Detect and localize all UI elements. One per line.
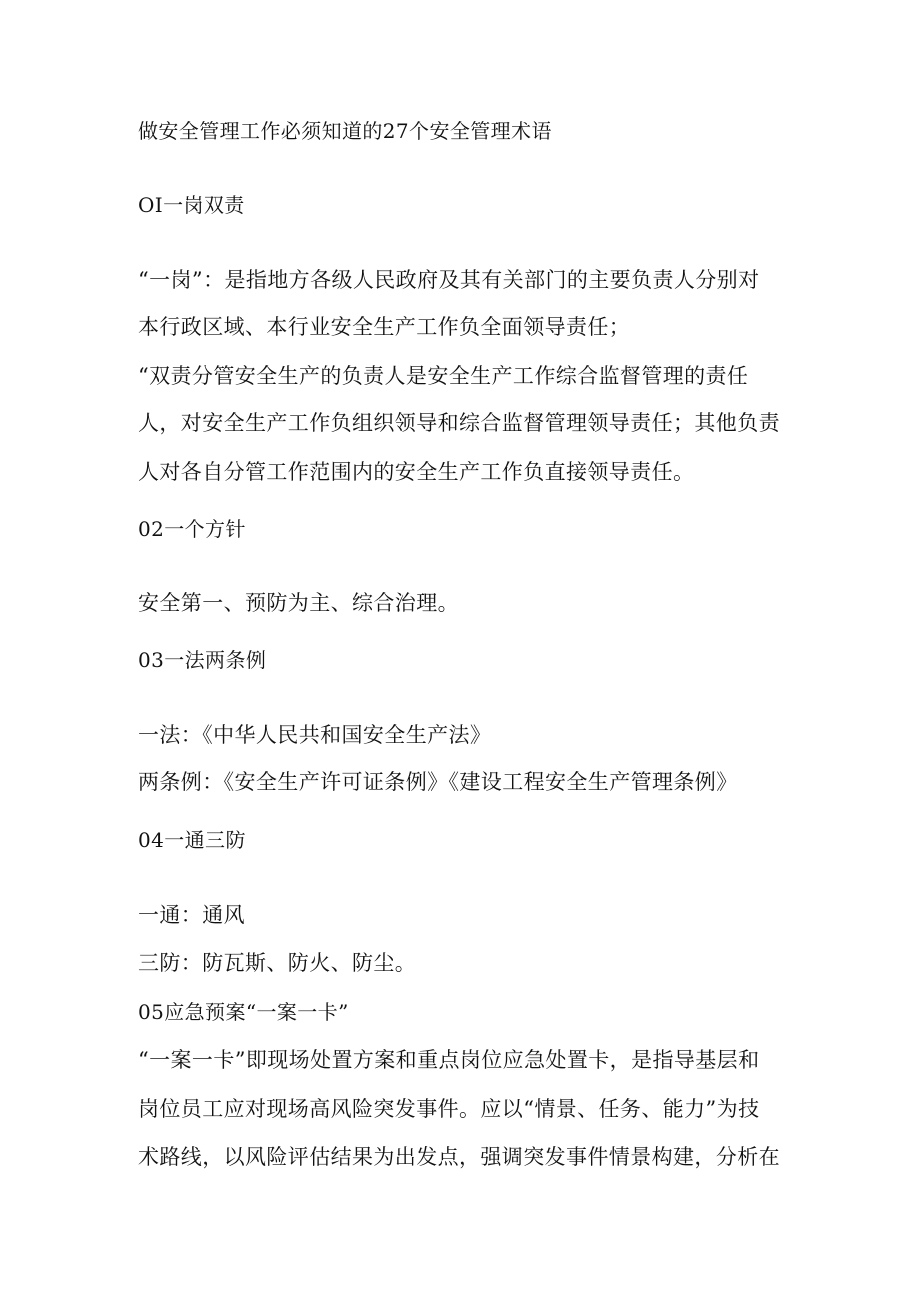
- paragraph-line: 一通：通风: [138, 903, 245, 927]
- document-title: 做安全管理工作必须知道的27个安全管理术语: [138, 119, 552, 143]
- section-heading-01: OI一岗双责: [138, 193, 245, 217]
- paragraph-line: 术路线，以风险评估结果为出发点，强调突发事件情景构建，分析在: [138, 1145, 780, 1169]
- paragraph-line: “一案一卡”即现场处置方案和重点岗位应急处置卡，是指导基层和: [138, 1048, 760, 1072]
- paragraph-line: 人对各自分管工作范围内的安全生产工作负直接领导责任。: [138, 460, 695, 484]
- paragraph-line: 一法：《中华人民共和国安全生产法》: [138, 723, 492, 747]
- paragraph-line: 三防：防瓦斯、防火、防尘。: [138, 951, 417, 975]
- paragraph-line: 安全第一、预防为主、综合治理。: [138, 591, 459, 615]
- paragraph-line: “双责分管安全生产的负责人是安全生产工作综合监督管理的责任: [138, 364, 749, 388]
- paragraph-line: 人，对安全生产工作负组织领导和综合监督管理领导责任；其他负责: [138, 411, 780, 435]
- section-heading-03: 03一法两条例: [138, 648, 267, 672]
- paragraph-line: 岗位员工应对现场高风险突发事件。应以“情景、任务、能力”为技: [138, 1097, 760, 1121]
- section-heading-04: 04一通三防: [138, 828, 246, 852]
- paragraph-line: “一岗”：是指地方各级人民政府及其有关部门的主要负责人分别对: [138, 268, 760, 292]
- section-heading-05: 05应急预案“一案一卡”: [138, 1000, 349, 1024]
- paragraph-line: 两条例：《安全生产许可证条例》《建设工程安全生产管理条例》: [138, 770, 738, 794]
- section-heading-02: 02一个方针: [138, 517, 246, 541]
- paragraph-line: 本行政区域、本行业安全生产工作负全面领导责任；: [138, 315, 631, 339]
